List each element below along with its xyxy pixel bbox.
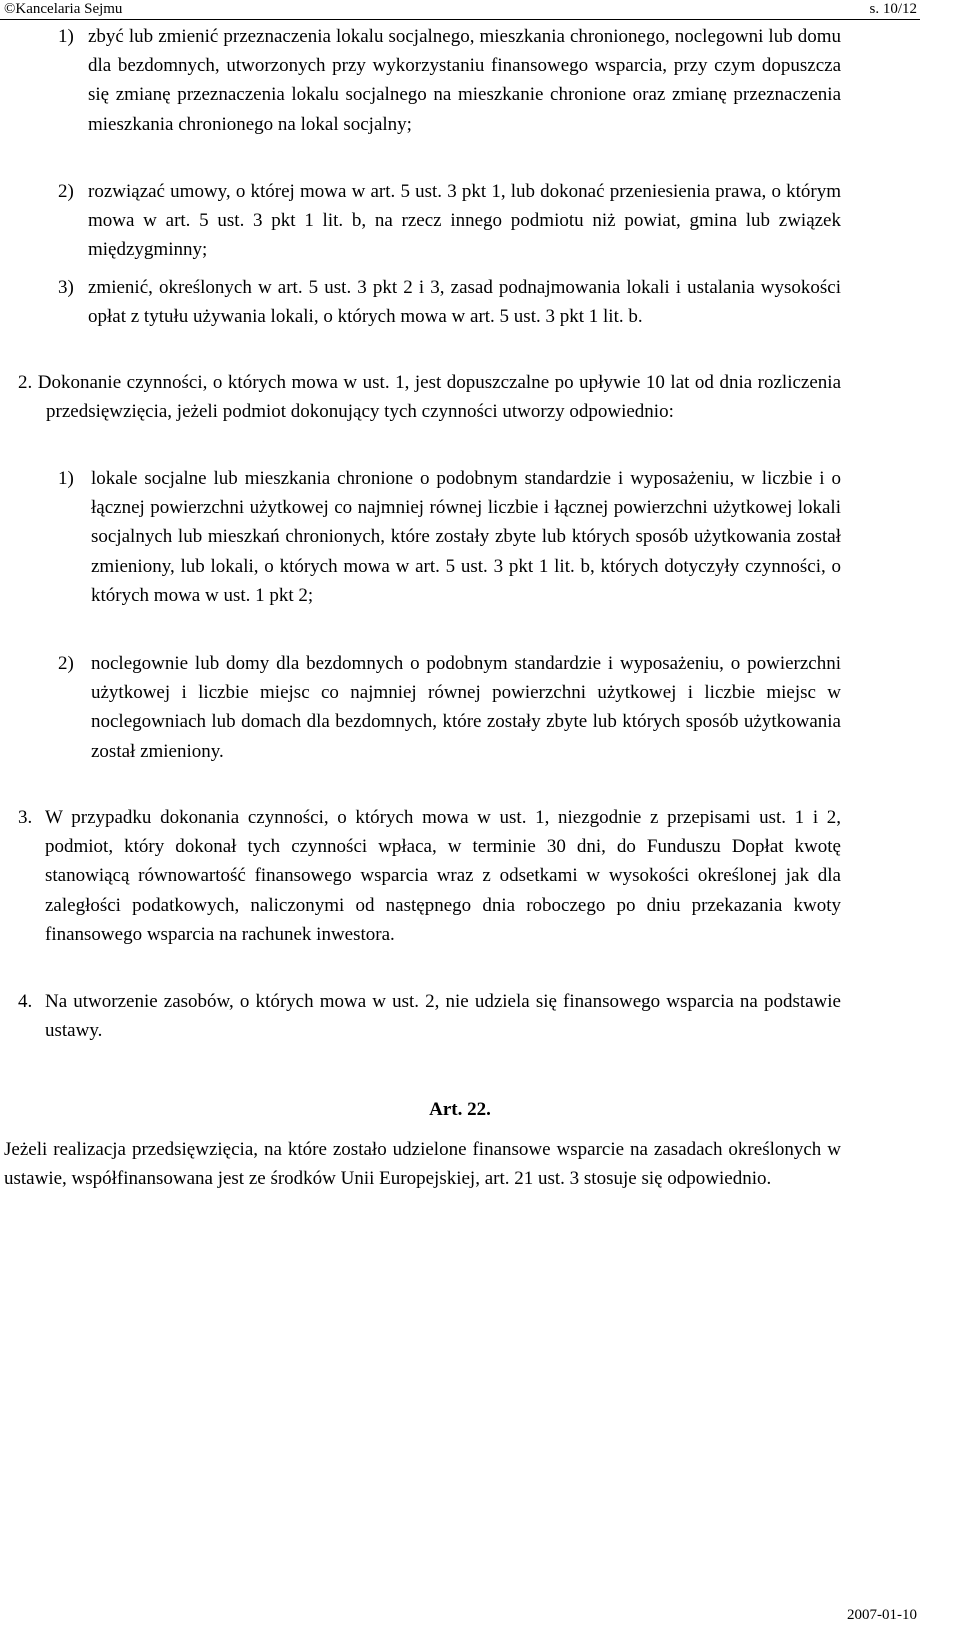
paragraph-ust3	[18, 803, 841, 949]
item-text: zmienić, określonych w art. 5 ust. 3 pkt 2 i 3, zasad podnajmowania lokali i ustalania wysokości opłat z tytułu używania lokali, o których mowa w art. 5 ust. 3 pkt 1 lit. b.	[88, 277, 841, 328]
footer-date: 2007-01-10	[847, 1607, 917, 1623]
paragraph-ust4	[18, 987, 841, 1045]
item-text: rozwiązać umowy, o której mowa w art. 5 ust. 3 pkt 1, lub dokonać przeniesienia prawa, o którym mowa w art. 5 ust. 3 pkt 1 lit. b, na rzecz innego podmiotu niż powiat, gmina lub związek międzygminny;	[88, 181, 841, 261]
item-text: noclegownie lub domy dla bezdomnych o podobnym standardzie i wyposażeniu, o powierzchni użytkowej i liczbie miejsc co najmniej równej powierzchni użytkowej i liczbie miejsc w noclegowniach lub domach dla bezdomnych, które zostały zbyte lub których sposób użytkowania został zmieniony.	[91, 653, 841, 762]
item-number: 2)	[58, 653, 74, 674]
list-item	[58, 22, 841, 139]
item-number: 2)	[58, 181, 74, 202]
list-item	[58, 177, 841, 265]
paragraph-ust2: 2. Dokonanie czynności, o których mowa w ust. 1, jest dopuszczalne po upływie 10 lat od dnia rozliczenia przedsięwzięcia, jeżeli podmiot dokonujący tych czynności utworzy odpowiednio:	[18, 372, 841, 423]
list-item	[58, 649, 841, 766]
item-number: 4.	[18, 991, 33, 1012]
item-text: W przypadku dokonania czynności, o których mowa w ust. 1, niezgodnie z przepisami ust. 1 i 2, podmiot, który dokonał tych czynności wpłaca, w terminie 30 dni, do Funduszu Dopłat kwotę stanowiącą równowartość finansowego wsparcia wraz z odsetkami w wysokości określonej jak dla zaległości podatkowych, naliczonymi od następnego dnia roboczego po dniu przekazania kwoty finansowego wsparcia na rachunek inwestora.	[45, 807, 841, 945]
article-heading: Art. 22.	[429, 1099, 491, 1120]
page-header	[0, 0, 960, 20]
item-number: 1)	[58, 468, 74, 489]
header-divider	[0, 19, 920, 20]
item-number: 3)	[58, 277, 74, 298]
page-number: s. 10/12	[869, 1, 917, 17]
list-item	[58, 464, 841, 610]
item-text: zbyć lub zmienić przeznaczenia lokalu socjalnego, mieszkania chronionego, noclegowni lub domu dla bezdomnych, utworzonych przy wykorzystaniu finansowego wsparcia, przy czym dopuszcza się zmianę przeznaczenia lokalu socjalnego na mieszkanie chronione oraz zmianę przeznaczenia mieszkania chronionego na lokal socjalny;	[88, 26, 841, 135]
article-text: Jeżeli realizacja przedsięwzięcia, na które zostało udzielone finansowe wsparcie na zasadach określonych w ustawie, współfinansowana jest ze środków Unii Europejskiej, art. 21 ust. 3 stosuje się odpowiednio.	[4, 1139, 841, 1190]
item-text: lokale socjalne lub mieszkania chronione o podobnym standardzie i wyposażeniu, w liczbie i o łącznej powierzchni użytkowej co najmniej równej liczbie i łącznej powierzchni użytkowej lokali socjalnych lub mieszkań chronionych, które zostały zbyte lub których sposób użytkowania został zmieniony, lub lokali, o których mowa w art. 5 ust. 3 pkt 1 lit. b, których dotyczyły czynności, o których mowa w ust. 1 pkt 2;	[91, 468, 841, 606]
item-number: 3.	[18, 807, 33, 828]
list-item	[58, 273, 841, 331]
item-number: 1)	[58, 26, 74, 47]
item-text: Na utworzenie zasobów, o których mowa w ust. 2, nie udziela się finansowego wsparcia na podstawie ustawy.	[45, 991, 841, 1042]
copyright-label: ©Kancelaria Sejmu	[4, 1, 123, 17]
